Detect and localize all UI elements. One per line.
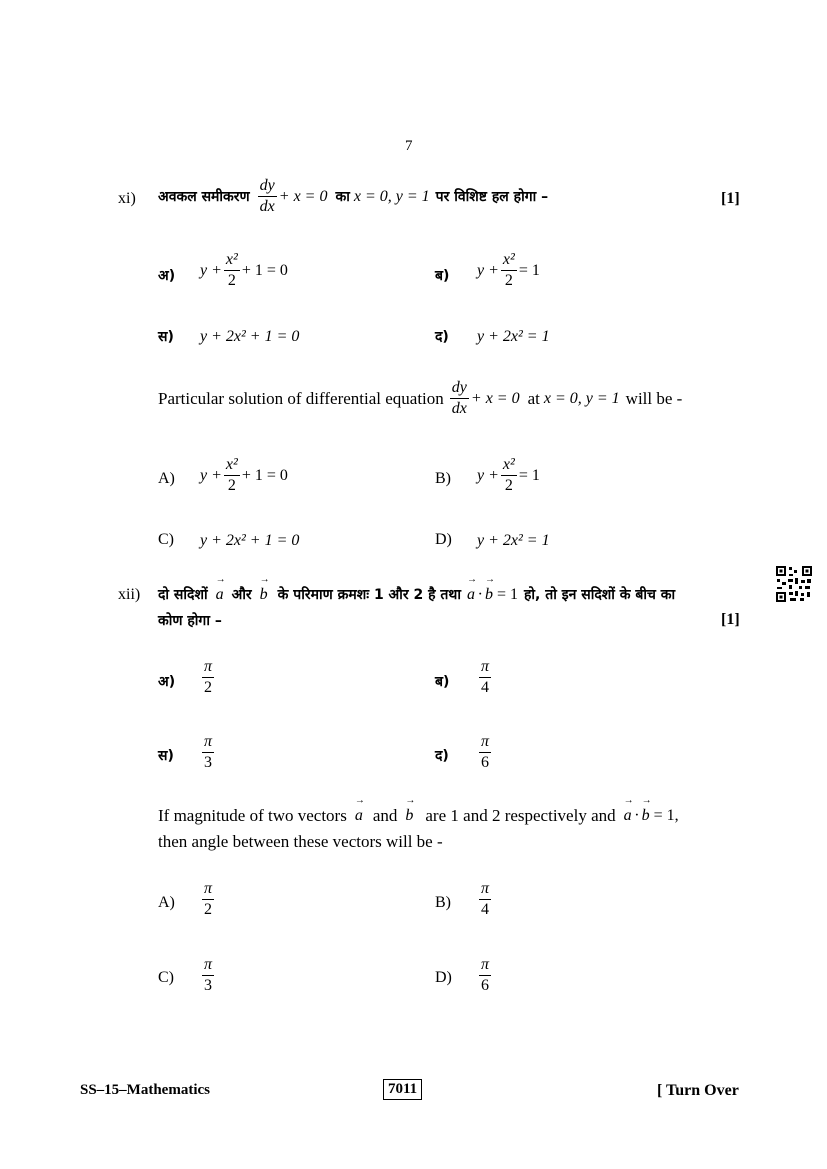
page-number: 7 <box>405 138 413 154</box>
opt-pre: y + <box>477 466 499 484</box>
q11-eq-rest: + x = 0 <box>278 187 328 205</box>
frac-den: 2 <box>227 477 236 494</box>
q11-hi-opt-a-label: अ) <box>158 268 176 284</box>
q11-en-opt-c: y + 2x² + 1 = 0 <box>200 532 300 549</box>
q12-en-line1-a: If magnitude of two vectors <box>158 806 347 825</box>
frac-num: x² <box>501 250 517 271</box>
q12-en-dot-eq: = 1, <box>653 807 679 824</box>
q11-en-dydx <box>450 378 469 419</box>
q11-en-suffix: will be - <box>625 388 683 408</box>
frac-num: π <box>202 732 214 753</box>
q11-en-opt-a-label: A) <box>158 470 175 487</box>
q11-hi-opt-c: y + 2x² + 1 = 0 <box>200 328 300 345</box>
q11-en-opt-c-label: C) <box>158 531 174 548</box>
vector-b: → b <box>405 807 413 825</box>
question-xi-hindi <box>158 176 548 217</box>
q12-en-opt-d <box>479 955 491 996</box>
q11-marks: [1] <box>721 190 740 207</box>
footer-paper-code: 7011 <box>383 1079 422 1100</box>
q11-en-mid: at <box>527 388 540 408</box>
frac-num: π <box>479 879 491 900</box>
frac-num: π <box>479 732 491 753</box>
q12-en-line1-b: are 1 and 2 respectively and <box>425 806 616 825</box>
frac-num: π <box>202 955 214 976</box>
q11-hi-opt-b <box>477 250 540 291</box>
q11-en-prefix: Particular solution of differential equation <box>158 388 444 408</box>
q12-hi-opt-d <box>479 732 491 773</box>
vector-a: → a <box>624 807 632 825</box>
q12-dot-eq: = 1 <box>496 585 518 603</box>
q12-hi-opt-c <box>202 732 214 773</box>
q11-en-opt-b-label: B) <box>435 470 451 487</box>
q11-hi-suffix: पर विशिष्ट हल होगा – <box>435 189 549 205</box>
opt-post: = 1 <box>518 466 540 484</box>
q11-hi-opt-c-label: स) <box>158 329 174 345</box>
q12-en-opt-b <box>479 879 491 920</box>
frac-den: 2 <box>504 272 513 289</box>
frac-num: x² <box>501 455 517 476</box>
q12-en-opt-d-label: D) <box>435 969 452 986</box>
frac-den: 4 <box>481 679 489 696</box>
q11-hi-opt-a <box>200 250 288 291</box>
question-xii-hindi-line1 <box>158 585 675 604</box>
frac-den: 2 <box>227 272 236 289</box>
q12-en-and: and <box>372 806 398 825</box>
q11-en-opt-b <box>477 455 540 496</box>
frac-den: 3 <box>204 977 212 994</box>
frac-den: 2 <box>204 679 212 696</box>
frac-den: dx <box>451 400 467 417</box>
q11-en-opt-a <box>200 455 288 496</box>
frac-num: π <box>479 657 491 678</box>
vector-b: → b <box>485 586 493 604</box>
frac-num: x² <box>224 250 240 271</box>
q12-hi-opt-c-label: स) <box>158 748 174 764</box>
frac-den: 6 <box>481 754 489 771</box>
frac-den: 3 <box>204 754 212 771</box>
q12-en-opt-a-label: A) <box>158 894 175 911</box>
dot-operator: · <box>477 585 482 603</box>
dot-operator: · <box>634 807 639 824</box>
footer-subject-code: SS–15–Mathematics <box>80 1082 210 1098</box>
vector-a: → a <box>216 586 224 604</box>
opt-post: + 1 = 0 <box>241 466 288 484</box>
frac-num: π <box>202 879 214 900</box>
q12-hi-opt-b <box>479 657 491 698</box>
q12-hi-line1-c: हो, तो इन सदिशों के बीच का <box>524 587 676 603</box>
q11-cond: x = 0, y = 1 <box>353 187 430 205</box>
q12-hi-opt-a-label: अ) <box>158 674 176 690</box>
q12-marks: [1] <box>721 611 740 628</box>
q11-en-opt-d: y + 2x² = 1 <box>477 532 550 549</box>
q11-en-cond: x = 0, y = 1 <box>543 389 620 407</box>
q12-en-opt-a <box>202 879 214 920</box>
q11-hi-prefix: अवकल समीकरण <box>158 189 250 205</box>
frac-num: x² <box>224 455 240 476</box>
q12-hi-line1-b: के परिमाण क्रमशः 1 और 2 है तथा <box>277 587 461 603</box>
q12-en-opt-c <box>202 955 214 996</box>
frac-den: dx <box>259 198 275 215</box>
opt-pre: y + <box>200 466 222 484</box>
frac-num: π <box>479 955 491 976</box>
footer-turn-over: [ Turn Over <box>657 1082 739 1099</box>
q12-hi-line1-a: दो सदिशों <box>158 587 208 603</box>
frac-den: 2 <box>204 901 212 918</box>
q12-hi-opt-a <box>202 657 214 698</box>
q12-en-opt-b-label: B) <box>435 894 451 911</box>
frac-den: 6 <box>481 977 489 994</box>
q12-hi-and: और <box>231 587 252 603</box>
frac-num: dy <box>258 176 277 197</box>
vector-a: → a <box>467 586 475 604</box>
question-xi-english <box>158 378 682 419</box>
vector-b: → b <box>260 586 268 604</box>
opt-pre: y + <box>200 261 222 279</box>
frac-den: 4 <box>481 901 489 918</box>
opt-pre: y + <box>477 261 499 279</box>
q11-en-eq-rest: + x = 0 <box>470 389 520 407</box>
q11-hi-opt-d-label: द) <box>435 329 449 345</box>
q12-hi-opt-b-label: ब) <box>435 674 450 690</box>
frac-den: 2 <box>504 477 513 494</box>
q12-hi-opt-d-label: द) <box>435 748 449 764</box>
frac-num: dy <box>450 378 469 399</box>
question-xii-english-line1 <box>158 806 679 826</box>
q11-dydx <box>258 176 277 217</box>
q12-en-line2: then angle between these vectors will be - <box>158 832 443 851</box>
opt-post: + 1 = 0 <box>241 261 288 279</box>
vector-b: → b <box>642 807 650 825</box>
question-number-xi: xi) <box>118 190 136 207</box>
question-number-xii: xii) <box>118 586 141 603</box>
qr-code-image <box>775 565 813 603</box>
q11-en-opt-d-label: D) <box>435 531 452 548</box>
q11-hi-opt-d: y + 2x² = 1 <box>477 328 550 345</box>
q12-hi-line2: कोण होगा – <box>158 613 222 629</box>
opt-post: = 1 <box>518 261 540 279</box>
q11-hi-opt-b-label: ब) <box>435 268 450 284</box>
vector-a: → a <box>355 807 363 825</box>
q12-en-opt-c-label: C) <box>158 969 174 986</box>
q11-hi-mid: का <box>335 189 350 205</box>
frac-num: π <box>202 657 214 678</box>
